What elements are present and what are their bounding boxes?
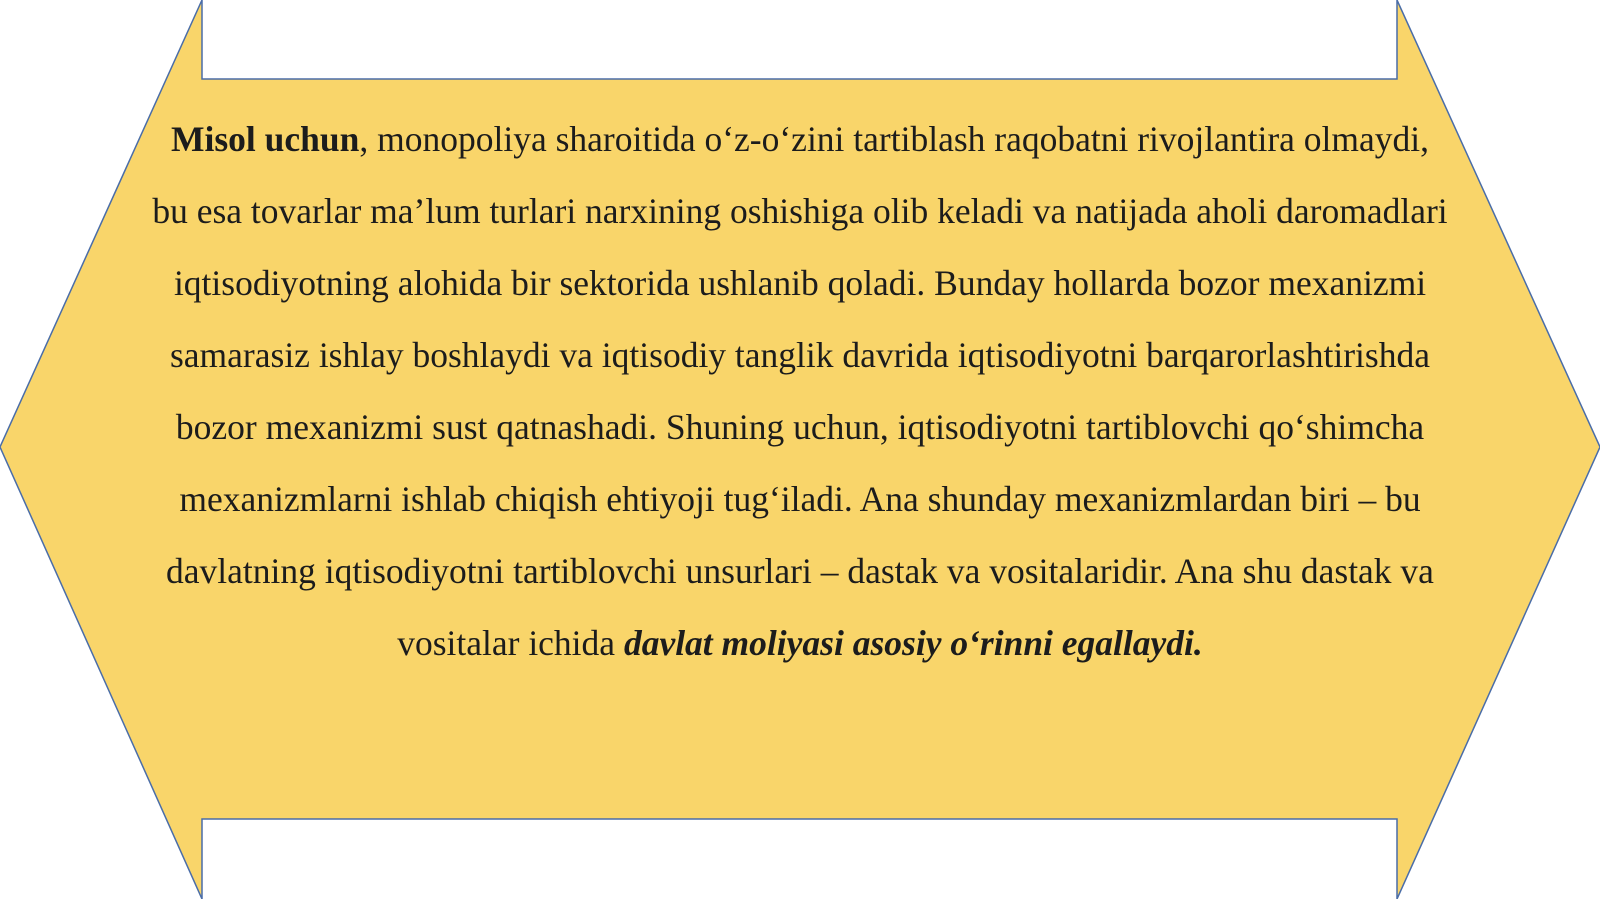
- lead-bold-text: Misol uchun: [170, 119, 360, 159]
- body-text: , monopoliya sharoitida o‘z-o‘zini tartiblash raqobatni rivojlantira olmaydi, bu esa tovarlar ma’lum turlari narxining oshishiga olib keladi va natijada aholi daromadlari iqtisodiyotning alohida bir sektorida ushlanib qoladi. Bunday hollarda bozor mexanizmi samarasiz ishlay boshlaydi va iqtisodiy tanglik davrida iqtisodiyotni barqarorlashtirishda bozor mexanizmi sust qatnashadi. Shuning uchun, iqtisodiyotni tartiblovchi qo‘shimcha mexanizmlarni ishlab chiqish ehtiyoji tug‘iladi. Ana shunday mexanizmlardan biri – bu davlatning iqtisodiyotni tartiblovchi unsurlari – dastak va vositalaridir. Ana shu dastak va vositalar ichida: [152, 119, 1448, 663]
- main-paragraph: [150, 103, 1450, 679]
- emphasis-text: davlat moliyasi asosiy o‘rinni egallaydi.: [623, 623, 1203, 663]
